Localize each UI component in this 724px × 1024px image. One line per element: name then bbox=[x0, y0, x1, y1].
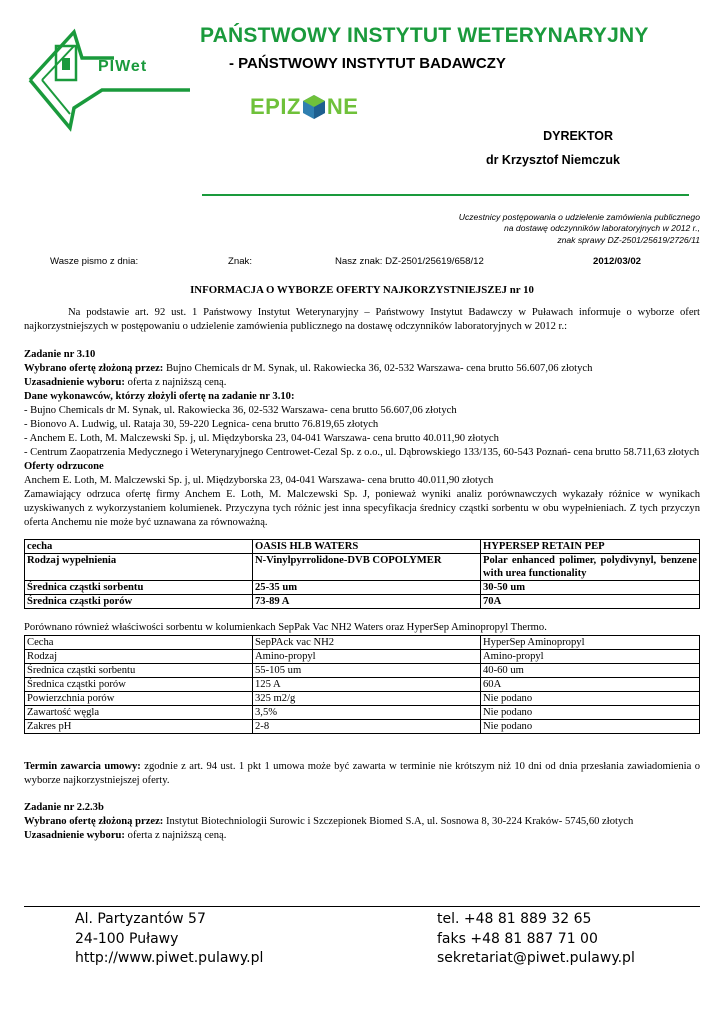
contract-text: zgodnie z art. 94 ust. 1 pkt 1 umowa może być zawarta w terminie nie krótszym niż 10 dni od dnia przesłania zawiadomienia o wyborze najkorzystniejszej oferty. bbox=[24, 761, 701, 786]
piwet-logo bbox=[22, 28, 194, 132]
table-row bbox=[25, 706, 700, 720]
globe-icon bbox=[302, 94, 326, 120]
table-cell: 325 m2/g bbox=[253, 692, 481, 706]
task2-justification bbox=[24, 829, 700, 843]
table-cell: Średnica cząstki sorbentu bbox=[25, 664, 253, 678]
table-cell: Rodzaj wypełnienia bbox=[25, 554, 253, 581]
bidder-item: - Bionovo A. Ludwig, ul. Rataja 30, 59-220 Legnica- cena brutto 76.819,65 złotych bbox=[24, 419, 379, 430]
sign-label: Znak: bbox=[228, 256, 252, 267]
table-cell: N-Vinylpyrrolidone-DVB COPOLYMER bbox=[253, 554, 481, 581]
table-cell: Nie podano bbox=[481, 692, 700, 706]
sorbent-table-2 bbox=[24, 635, 700, 734]
justification-label: Uzasadnienie wyboru: bbox=[24, 377, 125, 388]
epizone-text-left: EPIZ bbox=[250, 94, 301, 119]
your-letter-label: Wasze pismo z dnia: bbox=[50, 256, 139, 267]
table-cell: Średnica cząstki sorbentu bbox=[25, 581, 253, 595]
table-row bbox=[25, 595, 700, 609]
table-cell: Nie podano bbox=[481, 720, 700, 734]
table-cell: 60A bbox=[481, 678, 700, 692]
table-cell: 55-105 um bbox=[253, 664, 481, 678]
rejected-text: Anchem E. Loth, M. Malczewski Sp. j, ul. Międzyborska 23, 04-041 Warszawa- cena brutto 40.011,90 złotych bbox=[24, 475, 494, 486]
task1-justification bbox=[24, 376, 700, 390]
chosen-label: Wybrano ofertę złożoną przez: bbox=[24, 363, 164, 374]
task1-chosen bbox=[24, 362, 700, 376]
footer-street: Al. Partyzantów 57 bbox=[75, 911, 206, 927]
table-header-cell: HyperSep Aminopropyl bbox=[481, 636, 700, 650]
rejected-label: Oferty odrzucone bbox=[24, 461, 104, 472]
rejection-reason: Zamawiający odrzuca ofertę firmy Anchem E. Loth, M. Malczewski Sp. J, ponieważ wyniki analiz porównawczych wykazały różnice w wynikach uzyskiwanych z wykorzystaniem kolumienek. Przyczyna tych różnic jest inna specyfikacja średnicy cząstki sorbentu w obu wypełnieniach. Z tych przyczyn oferta Anchemu nie może być uznawana za równoważną. bbox=[24, 489, 700, 528]
footer-contact bbox=[437, 910, 635, 969]
table-cell: Nie podano bbox=[481, 706, 700, 720]
table-cell: Zawartość węgla bbox=[25, 706, 253, 720]
institute-name: PAŃSTWOWY INSTYTUT WETERYNARYJNY bbox=[200, 24, 649, 47]
footer-email-link[interactable]: sekretariat@piwet.pulawy.pl bbox=[437, 950, 635, 966]
chosen-label: Wybrano ofertę złożoną przez: bbox=[24, 816, 164, 827]
footer-fax: faks +48 81 887 71 00 bbox=[437, 930, 598, 947]
piwet-logo-graphic bbox=[22, 28, 194, 132]
addressee-line: znak sprawy DZ-2501/25619/2726/11 bbox=[557, 234, 700, 245]
footer-city: 24-100 Puławy bbox=[75, 930, 179, 947]
table-cell: Polar enhanced polimer, polydivynyl, benzene with urea functionality bbox=[481, 554, 700, 581]
table-row bbox=[25, 664, 700, 678]
table-header-row bbox=[25, 636, 700, 650]
chosen-text: Instytut Biotechniologii Surowic i Szczepionek Biomed S.A, ul. Sosnowa 8, 30-224 Kraków- 5745,60 złotych bbox=[163, 816, 634, 827]
compare-text: Porównano również właściwości sorbentu w kolumienkach SepPak Vac NH2 Waters oraz HyperSep Aminopropyl Thermo. bbox=[24, 622, 547, 633]
footer-phone: tel. +48 81 889 32 65 bbox=[437, 911, 592, 927]
table-header-cell: HYPERSEP RETAIN PEP bbox=[481, 540, 700, 554]
header-divider bbox=[202, 194, 689, 196]
epizone-text-right: NE bbox=[326, 94, 359, 119]
contract-label: Termin zawarcia umowy: bbox=[24, 761, 141, 772]
addressee-line: Uczestnicy postępowania o udzielenie zamówienia publicznego bbox=[458, 212, 700, 222]
table-cell: Amino-propyl bbox=[481, 650, 700, 664]
document-body bbox=[24, 306, 700, 843]
contract-term bbox=[24, 760, 700, 788]
bidder-item: - Bujno Chemicals dr M. Synak, ul. Rakowiecka 36, 02-532 Warszawa- cena brutto 56.607,06 złotych bbox=[24, 405, 457, 416]
table-header-cell: Cecha bbox=[25, 636, 253, 650]
task1-title: Zadanie nr 3.10 bbox=[24, 349, 96, 360]
table-cell: Powierzchnia porów bbox=[25, 692, 253, 706]
bidder-item: - Anchem E. Loth, M. Malczewski Sp. j, ul. Międzyborska 23, 04-041 Warszawa- cena brutto 40.011,90 złotych bbox=[24, 433, 499, 444]
table-row bbox=[25, 692, 700, 706]
footer-address bbox=[75, 910, 263, 969]
table-row bbox=[25, 678, 700, 692]
intro-paragraph: Na podstawie art. 92 ust. 1 Państwowy Instytut Weterynaryjny – Państwowy Instytut Badawczy w Puławach informuje o wyborze ofert najkorzystniejszych w postępowaniu o udzielenie zamówienia publicznego na dostawę odczynników laboratoryjnych w 2012 r.: bbox=[24, 307, 700, 332]
table-row bbox=[25, 554, 700, 581]
task2-title: Zadanie nr 2.2.3b bbox=[24, 802, 104, 813]
justification-text: oferta z najniższą ceną. bbox=[124, 830, 227, 841]
document-date: 2012/03/02 bbox=[593, 256, 642, 267]
table-cell: 125 A bbox=[253, 678, 481, 692]
table-cell: Średnica cząstki porów bbox=[25, 678, 253, 692]
table-cell: Amino-propyl bbox=[253, 650, 481, 664]
logo-text: PIWet bbox=[98, 58, 148, 75]
institute-subtitle: - PAŃSTWOWY INSTYTUT BADAWCZY bbox=[229, 55, 506, 72]
footer-divider bbox=[24, 906, 700, 907]
table-cell: 2-8 bbox=[253, 720, 481, 734]
bidders-label: Dane wykonawców, którzy złożyli ofertę na zadanie nr 3.10: bbox=[24, 391, 295, 402]
task2-chosen bbox=[24, 815, 700, 829]
addressee-block bbox=[340, 212, 700, 246]
table-cell: Rodzaj bbox=[25, 650, 253, 664]
chosen-text: Bujno Chemicals dr M. Synak, ul. Rakowiecka 36, 02-532 Warszawa- cena brutto 56.607,06 złotych bbox=[163, 363, 593, 374]
table-cell: Średnica cząstki porów bbox=[25, 595, 253, 609]
document-heading: INFORMACJA O WYBORZE OFERTY NAJKORZYSTNIEJSZEJ nr 10 bbox=[190, 284, 534, 296]
sorbent-table-1 bbox=[24, 539, 700, 609]
table-header-cell: cecha bbox=[25, 540, 253, 554]
table-cell: 73-89 A bbox=[253, 595, 481, 609]
table-cell: 25-35 um bbox=[253, 581, 481, 595]
table-header-cell: OASIS HLB WATERS bbox=[253, 540, 481, 554]
justification-label: Uzasadnienie wyboru: bbox=[24, 830, 125, 841]
table-cell: 3,5% bbox=[253, 706, 481, 720]
table-cell: 40-60 um bbox=[481, 664, 700, 678]
table-cell: 30-50 um bbox=[481, 581, 700, 595]
epizone-logo bbox=[250, 93, 358, 121]
table-row bbox=[25, 720, 700, 734]
bidder-item: - Centrum Zaopatrzenia Medycznego i Weterynaryjnego Centrowet-Cezal Sp. z o.o., ul. Dąbrowskiego 133/135, 60-543 Poznań- cena brutto 58.711,63 złotych bbox=[24, 447, 700, 458]
table-row bbox=[25, 650, 700, 664]
table-cell: 70A bbox=[481, 595, 700, 609]
justification-text: oferta z najniższą ceną. bbox=[124, 377, 227, 388]
our-sign: Nasz znak: DZ-2501/25619/658/12 bbox=[335, 256, 484, 267]
table-cell: Zakres pH bbox=[25, 720, 253, 734]
table-header-cell: SepPAck vac NH2 bbox=[253, 636, 481, 650]
table-row bbox=[25, 581, 700, 595]
director-title: DYREKTOR bbox=[543, 129, 613, 143]
addressee-line: na dostawę odczynników laboratoryjnych w 2012 r., bbox=[503, 223, 700, 234]
table-header-row bbox=[25, 540, 700, 554]
director-name: dr Krzysztof Niemczuk bbox=[485, 153, 620, 167]
footer-website-link[interactable]: http://www.piwet.pulawy.pl bbox=[75, 950, 264, 966]
